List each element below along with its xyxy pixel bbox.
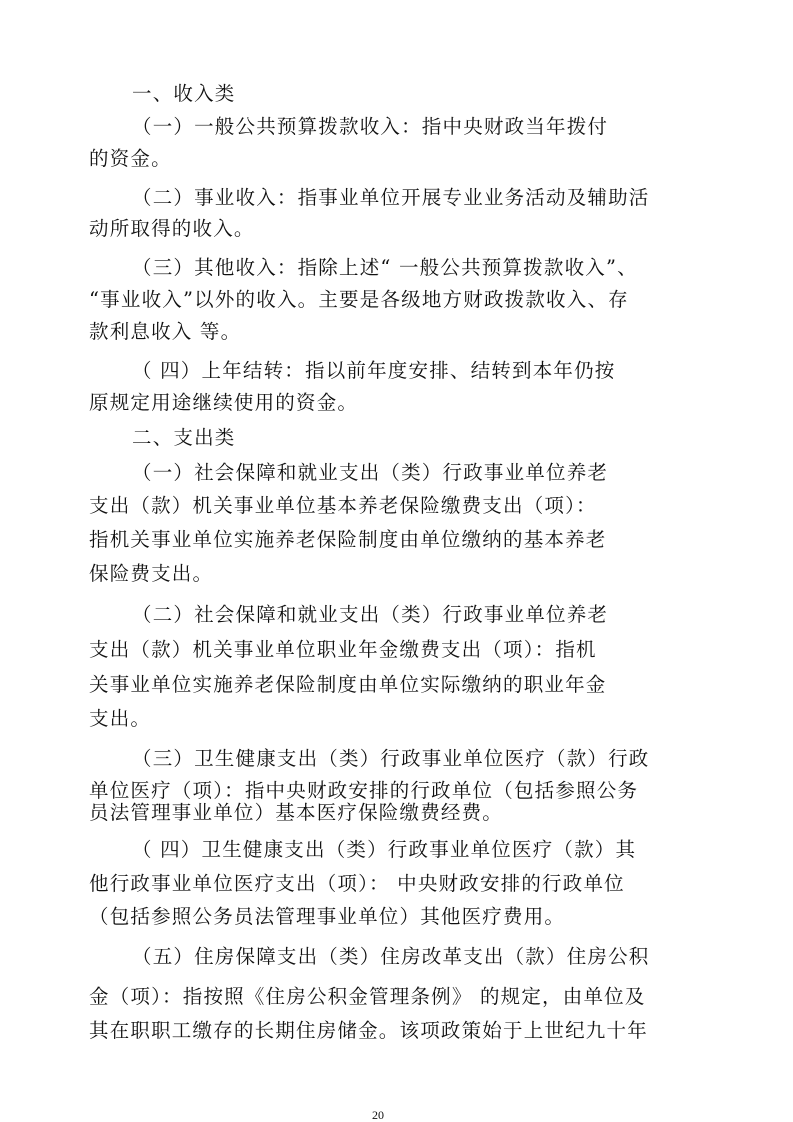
paragraph-line: 金（项）：指按照《住房公积金管理条例》 的规定，由单位及 bbox=[89, 985, 646, 1008]
paragraph-line: 动所取得的收入。 bbox=[89, 217, 255, 240]
paragraph-line: （ 四）卫生健康支出（类）行政事业单位医疗（款）其 bbox=[132, 838, 637, 861]
paragraph-line: 支出（款）机关事业单位职业年金缴费支出（项）：指机 bbox=[89, 638, 597, 661]
paragraph-line: 支出。 bbox=[89, 707, 152, 730]
paragraph-line: 员法管理事业单位）基本医疗保险缴费经费。 bbox=[89, 801, 504, 824]
paragraph-line: （ 四）上年结转：指以前年度安排、结转到本年仍按 bbox=[132, 359, 616, 382]
paragraph-line: （包括参照公务员法管理事业单位）其他医疗费用。 bbox=[89, 905, 566, 928]
paragraph-line: （五）住房保障支出（类）住房改革支出（款）住房公积 bbox=[132, 945, 650, 968]
paragraph-line: （三）卫生健康支出（类）行政事业单位医疗（款）行政 bbox=[132, 747, 650, 770]
paragraph-line: 款利息收入 等。 bbox=[89, 320, 242, 343]
paragraph-line: 原规定用途继续使用的资金。 bbox=[89, 391, 359, 414]
paragraph-line: （一）社会保障和就业支出（类）行政事业单位养老 bbox=[132, 461, 609, 484]
paragraph-line: 的资金。 bbox=[89, 147, 172, 170]
paragraph-line: 关事业单位实施养老保险制度由单位实际缴纳的职业年金 bbox=[89, 673, 607, 696]
paragraph-line: 保险费支出。 bbox=[89, 562, 214, 585]
paragraph-line: “事业收入”以外的收入。主要是各级地方财政拨款收入、存 bbox=[89, 288, 629, 311]
paragraph-line: （一）一般公共预算拨款收入：指中央财政当年拨付 bbox=[132, 115, 609, 138]
paragraph-line: 指机关事业单位实施养老保险制度由单位缴纳的基本养老 bbox=[89, 528, 607, 551]
paragraph-line: 支出（款）机关事业单位基本养老保险缴费支出（项）： bbox=[89, 494, 597, 517]
section-heading-income: 一、收入类 bbox=[132, 82, 236, 105]
paragraph-line: （二）社会保障和就业支出（类）行政事业单位养老 bbox=[132, 603, 609, 626]
paragraph-line: 其在职职工缴存的长期住房储金。该项政策始于上世纪九十年 bbox=[89, 1019, 648, 1042]
page-number: 20 bbox=[372, 1108, 384, 1122]
paragraph-line: 他行政事业单位医疗支出（项）： 中央财政安排的行政单位 bbox=[89, 872, 625, 895]
paragraph-line: （二）事业收入：指事业单位开展专业业务活动及辅助活 bbox=[132, 186, 650, 209]
paragraph-line: （三）其他收入：指除上述“ 一般公共预算拨款收入”、 bbox=[132, 256, 638, 279]
paragraph-line: 单位医疗（项）：指中央财政安排的行政单位（包括参照公务 bbox=[89, 779, 639, 802]
section-heading-expenditure: 二、支出类 bbox=[132, 426, 236, 449]
